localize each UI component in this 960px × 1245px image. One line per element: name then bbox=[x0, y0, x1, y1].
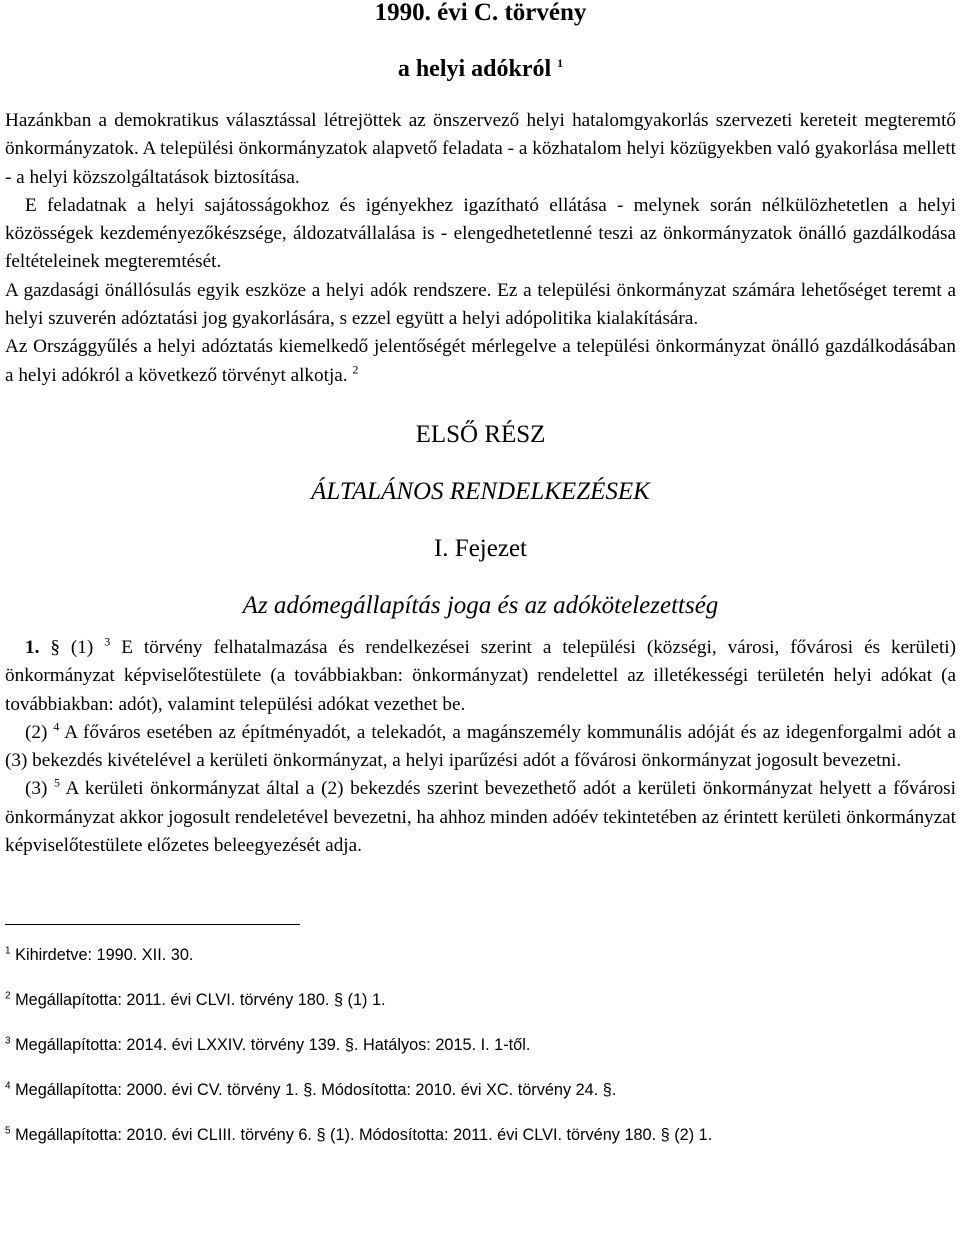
law-subtitle-text: a helyi adókról bbox=[397, 56, 552, 82]
section-number: 1. bbox=[25, 636, 40, 658]
footnote bbox=[5, 1035, 956, 1055]
footnote-number: 1 bbox=[5, 945, 11, 957]
preamble-paragraph: E feladatnak a helyi sajátosságokhoz és igényekhez igazítható ellátása - melynek során nélkülözhetetlen a helyi közösségek kezdeményezőkészsége, áldozatvállalása is - elengedhetetlenné teszi az önkormányzatok önálló gazdálkodása feltételeinek megteremtését. bbox=[5, 194, 956, 273]
paragraph-label: (3) bbox=[25, 778, 48, 800]
paragraph-text: E törvény felhatalmazása és rendelkezései szerint a települési (községi, városi, fővárosi és kerületi) önkormányzat képviselőtestülete (a továbbiakban: önkormányzat) rendelettel az illetékességi területén helyi adókat (a továbbiakban: adót), valamint települési adókat vezethet be. bbox=[5, 636, 957, 715]
section-1 bbox=[5, 634, 956, 860]
paragraph-text: A kerületi önkormányzat által a (2) bekezdés szerint bevezethető adót a kerületi önkormányzat helyett a fővárosi önkormányzat akkor jogosult rendeletével bevezetni, ha ahhoz minden adóév tekintetében az érintett kerületi önkormányzat képviselőtestülete előzetes beleegyezését adja. bbox=[5, 778, 956, 857]
footnote-ref[interactable]: 4 bbox=[53, 719, 60, 734]
section-paragraph bbox=[5, 775, 956, 860]
footnote-divider bbox=[5, 924, 300, 925]
footnote bbox=[5, 1080, 956, 1100]
paragraph-label: (1) bbox=[70, 636, 94, 658]
section-symbol: § bbox=[50, 636, 60, 658]
section-paragraph bbox=[5, 719, 956, 776]
law-subtitle bbox=[5, 57, 956, 81]
preamble-paragraph-text: Az Országgyűlés a helyi adóztatás kiemelkedő jelentőségét mérlegelve a települési önkormányzat önálló gazdálkodásában a helyi adókról a következő törvényt alkotja. bbox=[5, 336, 956, 386]
footnote-text: Kihirdetve: 1990. XII. 30. bbox=[15, 946, 194, 965]
footnote-list bbox=[5, 945, 956, 1145]
footnote-ref[interactable]: 5 bbox=[53, 776, 60, 791]
section-paragraph bbox=[5, 634, 956, 719]
footnote-text: Megállapította: 2011. évi CLVI. törvény 180. § (1) 1. bbox=[15, 991, 386, 1010]
chapter-heading: I. Fejezet bbox=[433, 534, 527, 562]
preamble-paragraph bbox=[5, 333, 956, 390]
footnote-text: Megállapította: 2014. évi LXXIV. törvény 139. §. Hatályos: 2015. I. 1-től. bbox=[15, 1036, 531, 1055]
preamble bbox=[5, 107, 956, 390]
footnote-number: 3 bbox=[5, 1035, 11, 1047]
footnote-number: 2 bbox=[5, 990, 11, 1002]
footnote-number: 4 bbox=[5, 1080, 11, 1092]
preamble-paragraph: A gazdasági önállósulás egyik eszköze a helyi adók rendszere. Ez a települési önkormányzat számára lehetőséget teremt a helyi szuverén adóztatási jog gyakorlására, s ezzel együtt a helyi adópolitika kialakítására. bbox=[5, 279, 956, 330]
paragraph-text: A főváros esetében az építményadót, a telekadót, a magánszemély kommunális adóját és az idegenforgalmi adót a (3) bekezdés kivételével a kerületi önkormányzat, a helyi iparűzési adót a fővárosi önkormányzat jogosult bevezetni. bbox=[5, 721, 956, 772]
footnote-number: 5 bbox=[5, 1125, 11, 1137]
footnote bbox=[5, 945, 956, 965]
footnote-ref[interactable]: 3 bbox=[104, 634, 111, 649]
footnote-text: Megállapította: 2000. évi CV. törvény 1. §. Módosította: 2010. évi XC. törvény 24. §. bbox=[15, 1081, 617, 1100]
law-title: 1990. évi C. törvény bbox=[374, 0, 587, 26]
footnote bbox=[5, 990, 956, 1010]
footnote-text: Megállapította: 2010. évi CLIII. törvény 6. § (1). Módosította: 2011. évi CLVI. törvény 180. § (2) 1. bbox=[15, 1126, 713, 1145]
footnote-ref[interactable]: 2 bbox=[352, 362, 359, 377]
footnote-ref[interactable]: 1 bbox=[557, 56, 564, 70]
part-subheading: ÁLTALÁNOS RENDELKEZÉSEK bbox=[311, 477, 650, 505]
paragraph-label: (2) bbox=[25, 721, 48, 743]
footnote bbox=[5, 1125, 956, 1145]
chapter-subheading: Az adómegállapítás joga és az adókötelezettség bbox=[242, 591, 719, 619]
part-heading: ELSŐ RÉSZ bbox=[415, 420, 546, 448]
preamble-paragraph: Hazánkban a demokratikus választással létrejöttek az önszervező helyi hatalomgyakorlás szervezeti kereteit megteremtő önkormányzatok. A települési önkormányzatok alapvető feladata - a közhatalom helyi közügyekben való gyakorlása mellett - a helyi közszolgáltatások biztosítása. bbox=[5, 110, 956, 188]
